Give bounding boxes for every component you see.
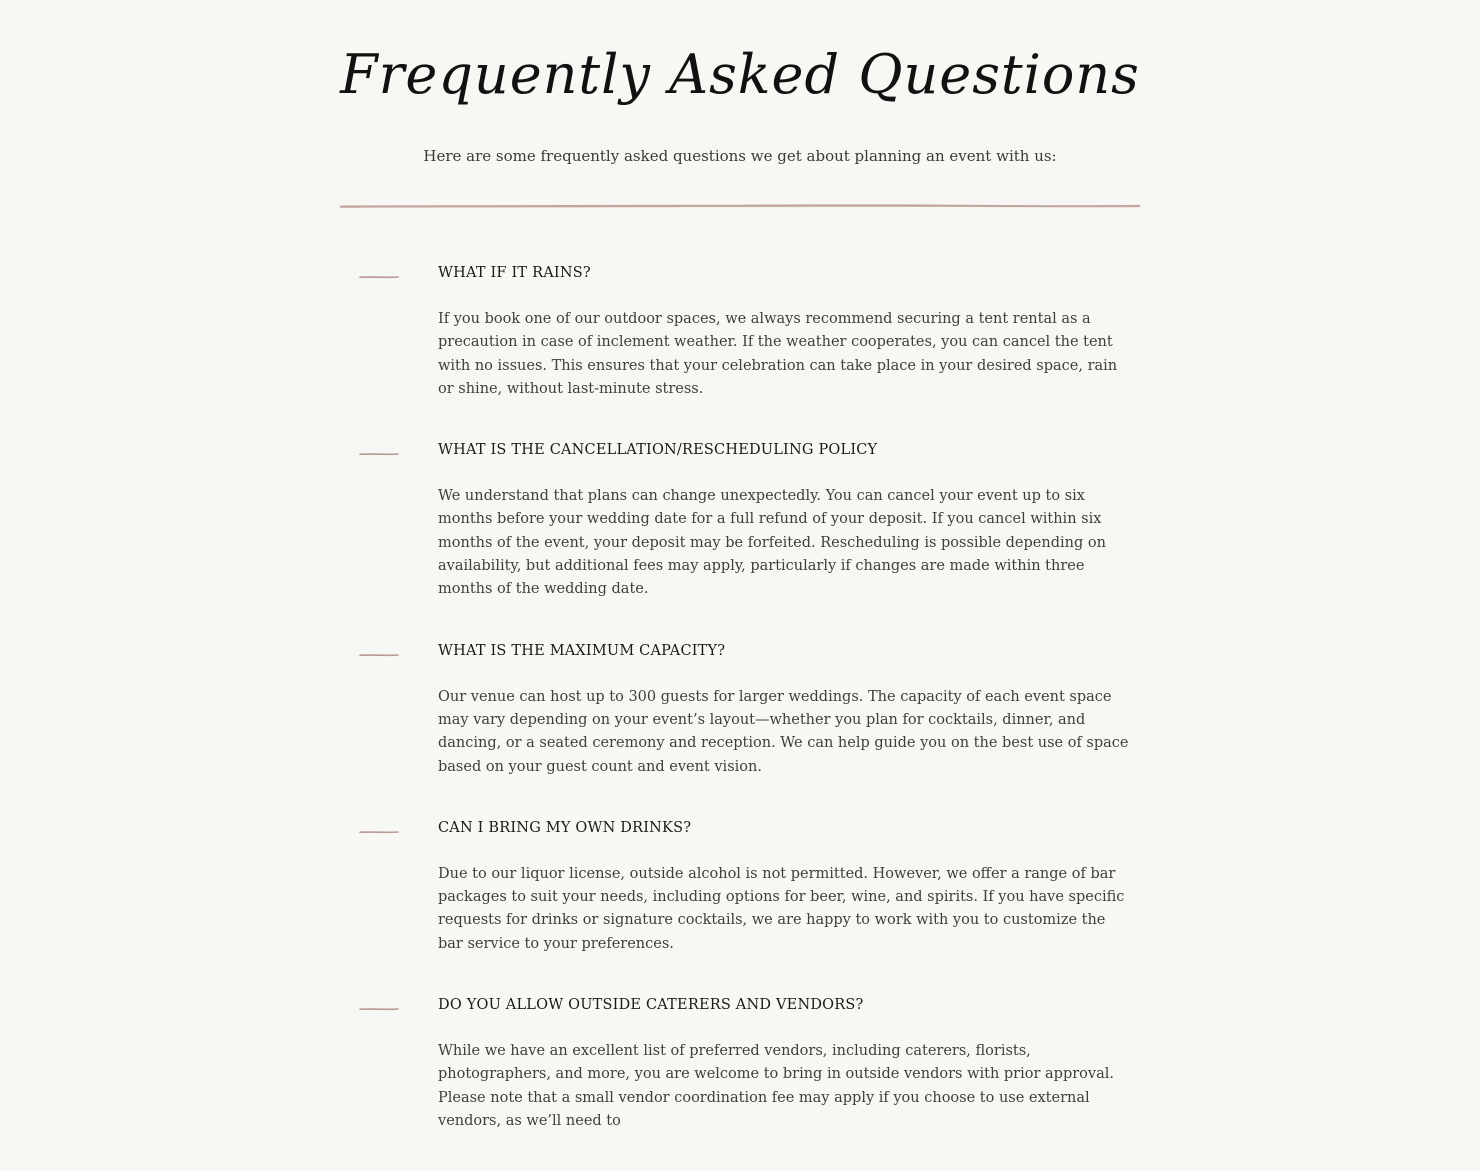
faq-item <box>0 817 1480 956</box>
faq-list <box>0 262 1480 1171</box>
faq-question: CAN I BRING MY OWN DRINKS? <box>438 819 692 836</box>
faq-item <box>0 994 1480 1133</box>
faq-answer: Due to our liquor license, outside alcohol is not permitted. However, we offer a range of bar packages to suit your needs, including options for beer, wine, and spirits. If you have specific requests for drinks or signature cocktails, we are happy to work with you to customize the bar service to your preferences. <box>438 865 1125 952</box>
faq-question: WHAT IF IT RAINS? <box>438 265 591 281</box>
faq-question: DO YOU ALLOW OUTSIDE CATERERS AND VENDORS? <box>438 997 864 1014</box>
faq-question: WHAT IS THE MAXIMUM CAPACITY? <box>438 642 726 659</box>
faq-answer: We understand that plans can change unexpectedly. You can cancel your event up to six months before your wedding date for a full refund of your deposit. If you cancel within six months of the event, your deposit may be forfeited. Rescheduling is possible depending on availability, but additional fees may apply, particularly if changes are made within three months of the wedding date. <box>438 488 1106 598</box>
faq-answer: While we have an excellent list of preferred vendors, including caterers, florists, photographers, and more, you are welcome to bring in outside vendors with prior approval. Please note that a small vendor coordination fee may apply if you choose to use external vendors, as we’ll need to <box>438 1043 1114 1129</box>
faq-item <box>0 640 1480 779</box>
faq-answer: Our venue can host up to 300 guests for larger weddings. The capacity of each event space may vary depending on your event’s layout—whether you plan for cocktails, dinner, and dancing, or a seated ceremony and reception. We can help guide you on the best use of space based on your guest count and event vision. <box>438 688 1129 775</box>
page-intro: Here are some frequently asked questions we get about planning an event with us: <box>423 147 1057 165</box>
faq-answer: If you book one of our outdoor spaces, we always recommend securing a tent rental as a precaution in case of inclement weather. If the weather cooperates, you can cancel the tent with no issues. This ensures that your celebration can take place in your desired space, rain or shine, without last-minute stress. <box>438 311 1118 397</box>
faq-item-dash <box>359 829 399 835</box>
faq-item-dash <box>359 451 399 457</box>
faq-item <box>0 439 1480 601</box>
faq-question: WHAT IS THE CANCELLATION/RESCHEDULING POLICY <box>438 442 878 459</box>
faq-item-dash <box>359 1006 399 1012</box>
faq-item-dash <box>359 652 399 658</box>
header-divider <box>340 202 1140 210</box>
faq-item <box>0 262 1480 401</box>
page-title: Frequently Asked Questions <box>340 43 1140 106</box>
faq-item-dash <box>359 274 399 280</box>
